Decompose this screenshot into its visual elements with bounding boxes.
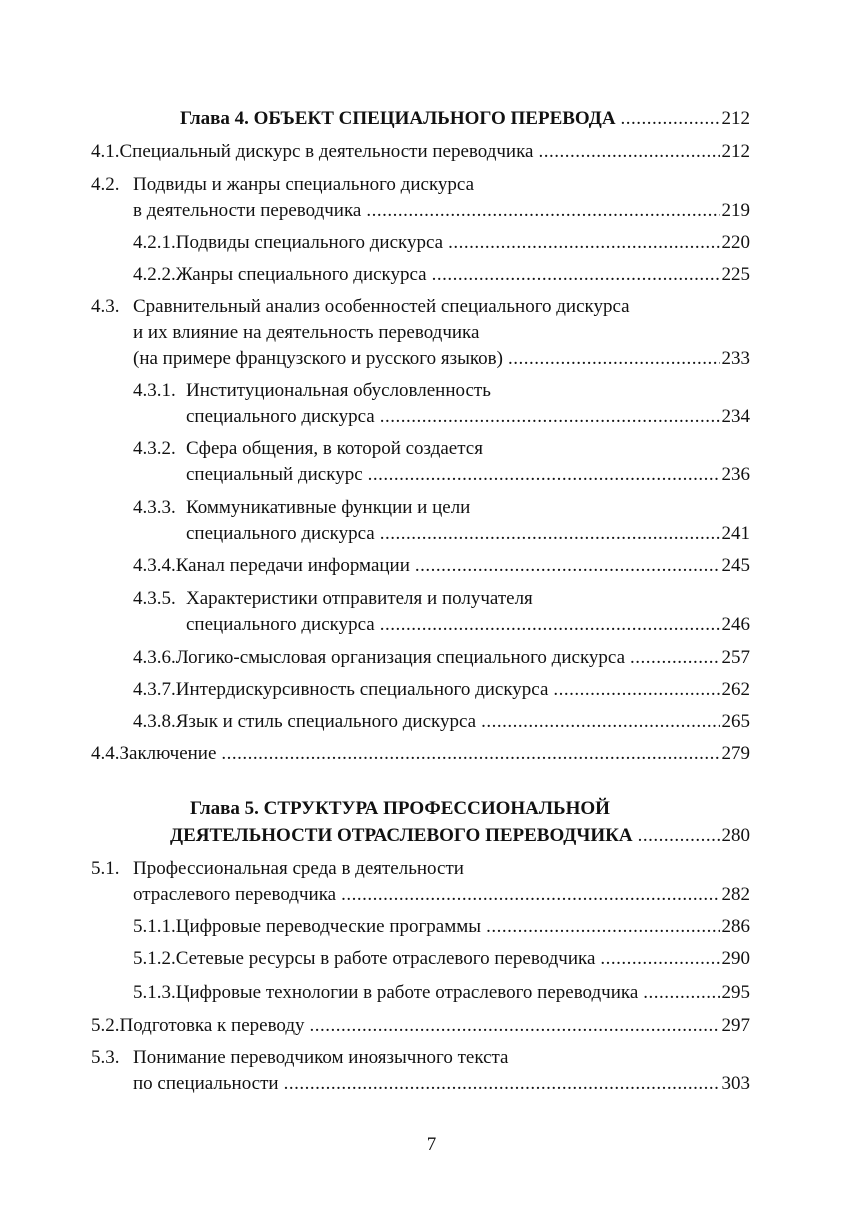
entry-number: 5.3. <box>91 1047 120 1068</box>
entry-page: 257 <box>721 647 750 668</box>
toc-entry-4-3-6[interactable] <box>133 646 750 670</box>
entry-number: 5.1. <box>91 858 120 879</box>
entry-title-continued: специальный дискурс <box>186 464 363 485</box>
toc-entry-5-1-line-2[interactable] <box>133 883 750 907</box>
entry-page: 241 <box>721 523 750 544</box>
dot-leader <box>621 107 720 131</box>
dot-leader <box>448 231 719 255</box>
entry-title: Цифровые технологии в работе отраслевого переводчика <box>175 982 639 1003</box>
entry-page: 282 <box>721 884 750 905</box>
entry-title-continued: специального дискурса <box>186 406 375 427</box>
entry-page: 290 <box>721 948 750 969</box>
entry-page: 233 <box>721 348 750 369</box>
entry-page: 286 <box>721 916 750 937</box>
toc-entry-4-3-2-line-1[interactable] <box>133 437 750 461</box>
entry-page: 236 <box>721 464 750 485</box>
entry-title-continued: специального дискурса <box>186 523 375 544</box>
toc-entry-5-2[interactable] <box>91 1014 750 1038</box>
entry-number: 4.3.7. <box>133 679 176 700</box>
entry-title: Цифровые переводческие программы <box>175 916 482 937</box>
entry-title-continued: и их влияние на деятельность переводчика <box>133 322 480 343</box>
entry-page: 265 <box>721 711 750 732</box>
entry-title: Понимание переводчиком иноязычного текста <box>133 1047 509 1068</box>
dot-leader <box>380 613 720 637</box>
entry-title-continued: в деятельности переводчика <box>133 200 362 221</box>
entry-page: 245 <box>721 555 750 576</box>
dot-leader <box>341 883 719 907</box>
entry-title: Логико-смысловая организация специального дискурса <box>175 647 626 668</box>
entry-number: 4.2. <box>91 174 120 195</box>
entry-page: 297 <box>721 1015 750 1036</box>
toc-entry-4-3-2-line-2[interactable] <box>186 463 750 487</box>
entry-title: Канал передачи информации <box>175 555 410 576</box>
toc-entry-4-3-5-line-2[interactable] <box>186 613 750 637</box>
toc-entry-5-3-line-1[interactable] <box>91 1046 750 1070</box>
entry-number: 4.1. <box>91 141 120 162</box>
entry-title: Подготовка к переводу <box>119 1015 305 1036</box>
dot-leader <box>284 1072 720 1096</box>
entry-title: Подвиды специального дискурса <box>175 232 444 253</box>
entry-title-continued: отраслевого переводчика <box>133 884 337 905</box>
dot-leader <box>538 140 719 164</box>
dot-leader <box>630 646 719 670</box>
entry-number: 4.3.2. <box>133 438 176 459</box>
entry-title: Заключение <box>119 743 217 764</box>
dot-leader <box>368 463 720 487</box>
entry-title-continued: по специальности <box>133 1073 279 1094</box>
chapter-5-title: Глава 5. СТРУКТУРА ПРОФЕССИОНАЛЬНОЙ <box>190 798 610 819</box>
entry-number: 4.3.6. <box>133 647 176 668</box>
chapter-5-title-continued: ДЕЯТЕЛЬНОСТИ ОТРАСЛЕВОГО ПЕРЕВОДЧИКА <box>170 825 633 846</box>
toc-entry-5-1-line-1[interactable] <box>91 857 750 881</box>
entry-number: 4.3.5. <box>133 588 176 609</box>
dot-leader <box>310 1014 720 1038</box>
entry-title-continued: (на примере французского и русского языков) <box>133 348 503 369</box>
dot-leader <box>643 981 719 1005</box>
toc-entry-4-3-3-line-1[interactable] <box>133 496 750 520</box>
dot-leader <box>380 405 720 429</box>
chapter-5-page: 280 <box>721 825 750 846</box>
toc-chapter-5-line-1[interactable] <box>190 797 750 821</box>
toc-entry-4-2-line-1[interactable] <box>91 173 750 197</box>
entry-page: 225 <box>721 264 750 285</box>
toc-entry-4-3-8[interactable] <box>133 710 750 734</box>
entry-title: Жанры специального дискурса <box>175 264 427 285</box>
toc-entry-4-3-line-1[interactable] <box>91 295 750 319</box>
toc-entry-4-2-2[interactable] <box>133 263 750 287</box>
dot-leader <box>380 522 720 546</box>
entry-number: 4.2.1. <box>133 232 176 253</box>
entry-page: 262 <box>721 679 750 700</box>
entry-number: 4.3. <box>91 296 120 317</box>
toc-entry-4-3-7[interactable] <box>133 678 750 702</box>
toc-entry-4-4[interactable] <box>91 742 750 766</box>
toc-entry-4-3-3-line-2[interactable] <box>186 522 750 546</box>
dot-leader <box>486 915 719 939</box>
toc-entry-5-3-line-2[interactable] <box>133 1072 750 1096</box>
page-number: 7 <box>426 1134 437 1155</box>
entry-number: 5.1.2. <box>133 948 176 969</box>
toc-entry-4-3-line-3[interactable] <box>133 347 750 371</box>
toc-entry-4-2-1[interactable] <box>133 231 750 255</box>
entry-title: Специальный дискурс в деятельности переводчика <box>119 141 534 162</box>
entry-title-continued: специального дискурса <box>186 614 375 635</box>
toc-entry-5-1-2[interactable] <box>133 947 750 971</box>
toc-chapter-4[interactable] <box>180 107 750 131</box>
entry-page: 295 <box>721 982 750 1003</box>
toc-entry-4-1[interactable] <box>91 140 750 164</box>
entry-title: Сетевые ресурсы в работе отраслевого переводчика <box>175 948 596 969</box>
dot-leader <box>366 199 719 223</box>
toc-entry-4-3-1-line-2[interactable] <box>186 405 750 429</box>
entry-title: Подвиды и жанры специального дискурса <box>133 174 475 195</box>
toc-entry-4-3-1-line-1[interactable] <box>133 379 750 403</box>
toc-chapter-5-line-2[interactable] <box>170 824 750 848</box>
entry-number: 4.2.2. <box>133 264 176 285</box>
toc-entry-4-3-line-2[interactable] <box>133 321 750 345</box>
entry-number: 4.3.3. <box>133 497 176 518</box>
chapter-4-title: Глава 4. ОБЪЕКТ СПЕЦИАЛЬНОГО ПЕРЕВОДА <box>180 108 616 129</box>
entry-page: 303 <box>721 1073 750 1094</box>
entry-title: Институциональная обусловленность <box>186 380 491 401</box>
entry-title: Язык и стиль специального дискурса <box>175 711 477 732</box>
toc-entry-4-2-line-2[interactable] <box>133 199 750 223</box>
entry-number: 5.1.1. <box>133 916 176 937</box>
toc-entry-4-3-4[interactable] <box>133 554 750 578</box>
entry-title: Характеристики отправителя и получателя <box>186 588 533 609</box>
entry-page: 220 <box>721 232 750 253</box>
chapter-4-page: 212 <box>721 108 750 129</box>
dot-leader <box>415 554 720 578</box>
dot-leader <box>508 347 720 371</box>
dot-leader <box>221 742 719 766</box>
toc-entry-4-3-5-line-1[interactable] <box>133 587 750 611</box>
toc-entry-5-1-1[interactable] <box>133 915 750 939</box>
entry-page: 212 <box>721 141 750 162</box>
dot-leader <box>481 710 719 734</box>
dot-leader <box>553 678 719 702</box>
entry-page: 246 <box>721 614 750 635</box>
entry-title: Профессиональная среда в деятельности <box>133 858 464 879</box>
dot-leader <box>638 824 720 848</box>
entry-number: 4.3.8. <box>133 711 176 732</box>
entry-number: 4.4. <box>91 743 120 764</box>
entry-page: 279 <box>721 743 750 764</box>
entry-title: Сфера общения, в которой создается <box>186 438 483 459</box>
dot-leader <box>600 947 719 971</box>
entry-number: 5.1.3. <box>133 982 176 1003</box>
entry-number: 4.3.4. <box>133 555 176 576</box>
entry-title: Коммуникативные функции и цели <box>186 497 471 518</box>
entry-number: 4.3.1. <box>133 380 176 401</box>
entry-title: Интердискурсивность специального дискурса <box>175 679 549 700</box>
entry-number: 5.2. <box>91 1015 120 1036</box>
dot-leader <box>432 263 720 287</box>
entry-title: Сравнительный анализ особенностей специального дискурса <box>133 296 630 317</box>
entry-page: 219 <box>721 200 750 221</box>
toc-entry-5-1-3[interactable] <box>133 981 750 1005</box>
entry-page: 234 <box>721 406 750 427</box>
